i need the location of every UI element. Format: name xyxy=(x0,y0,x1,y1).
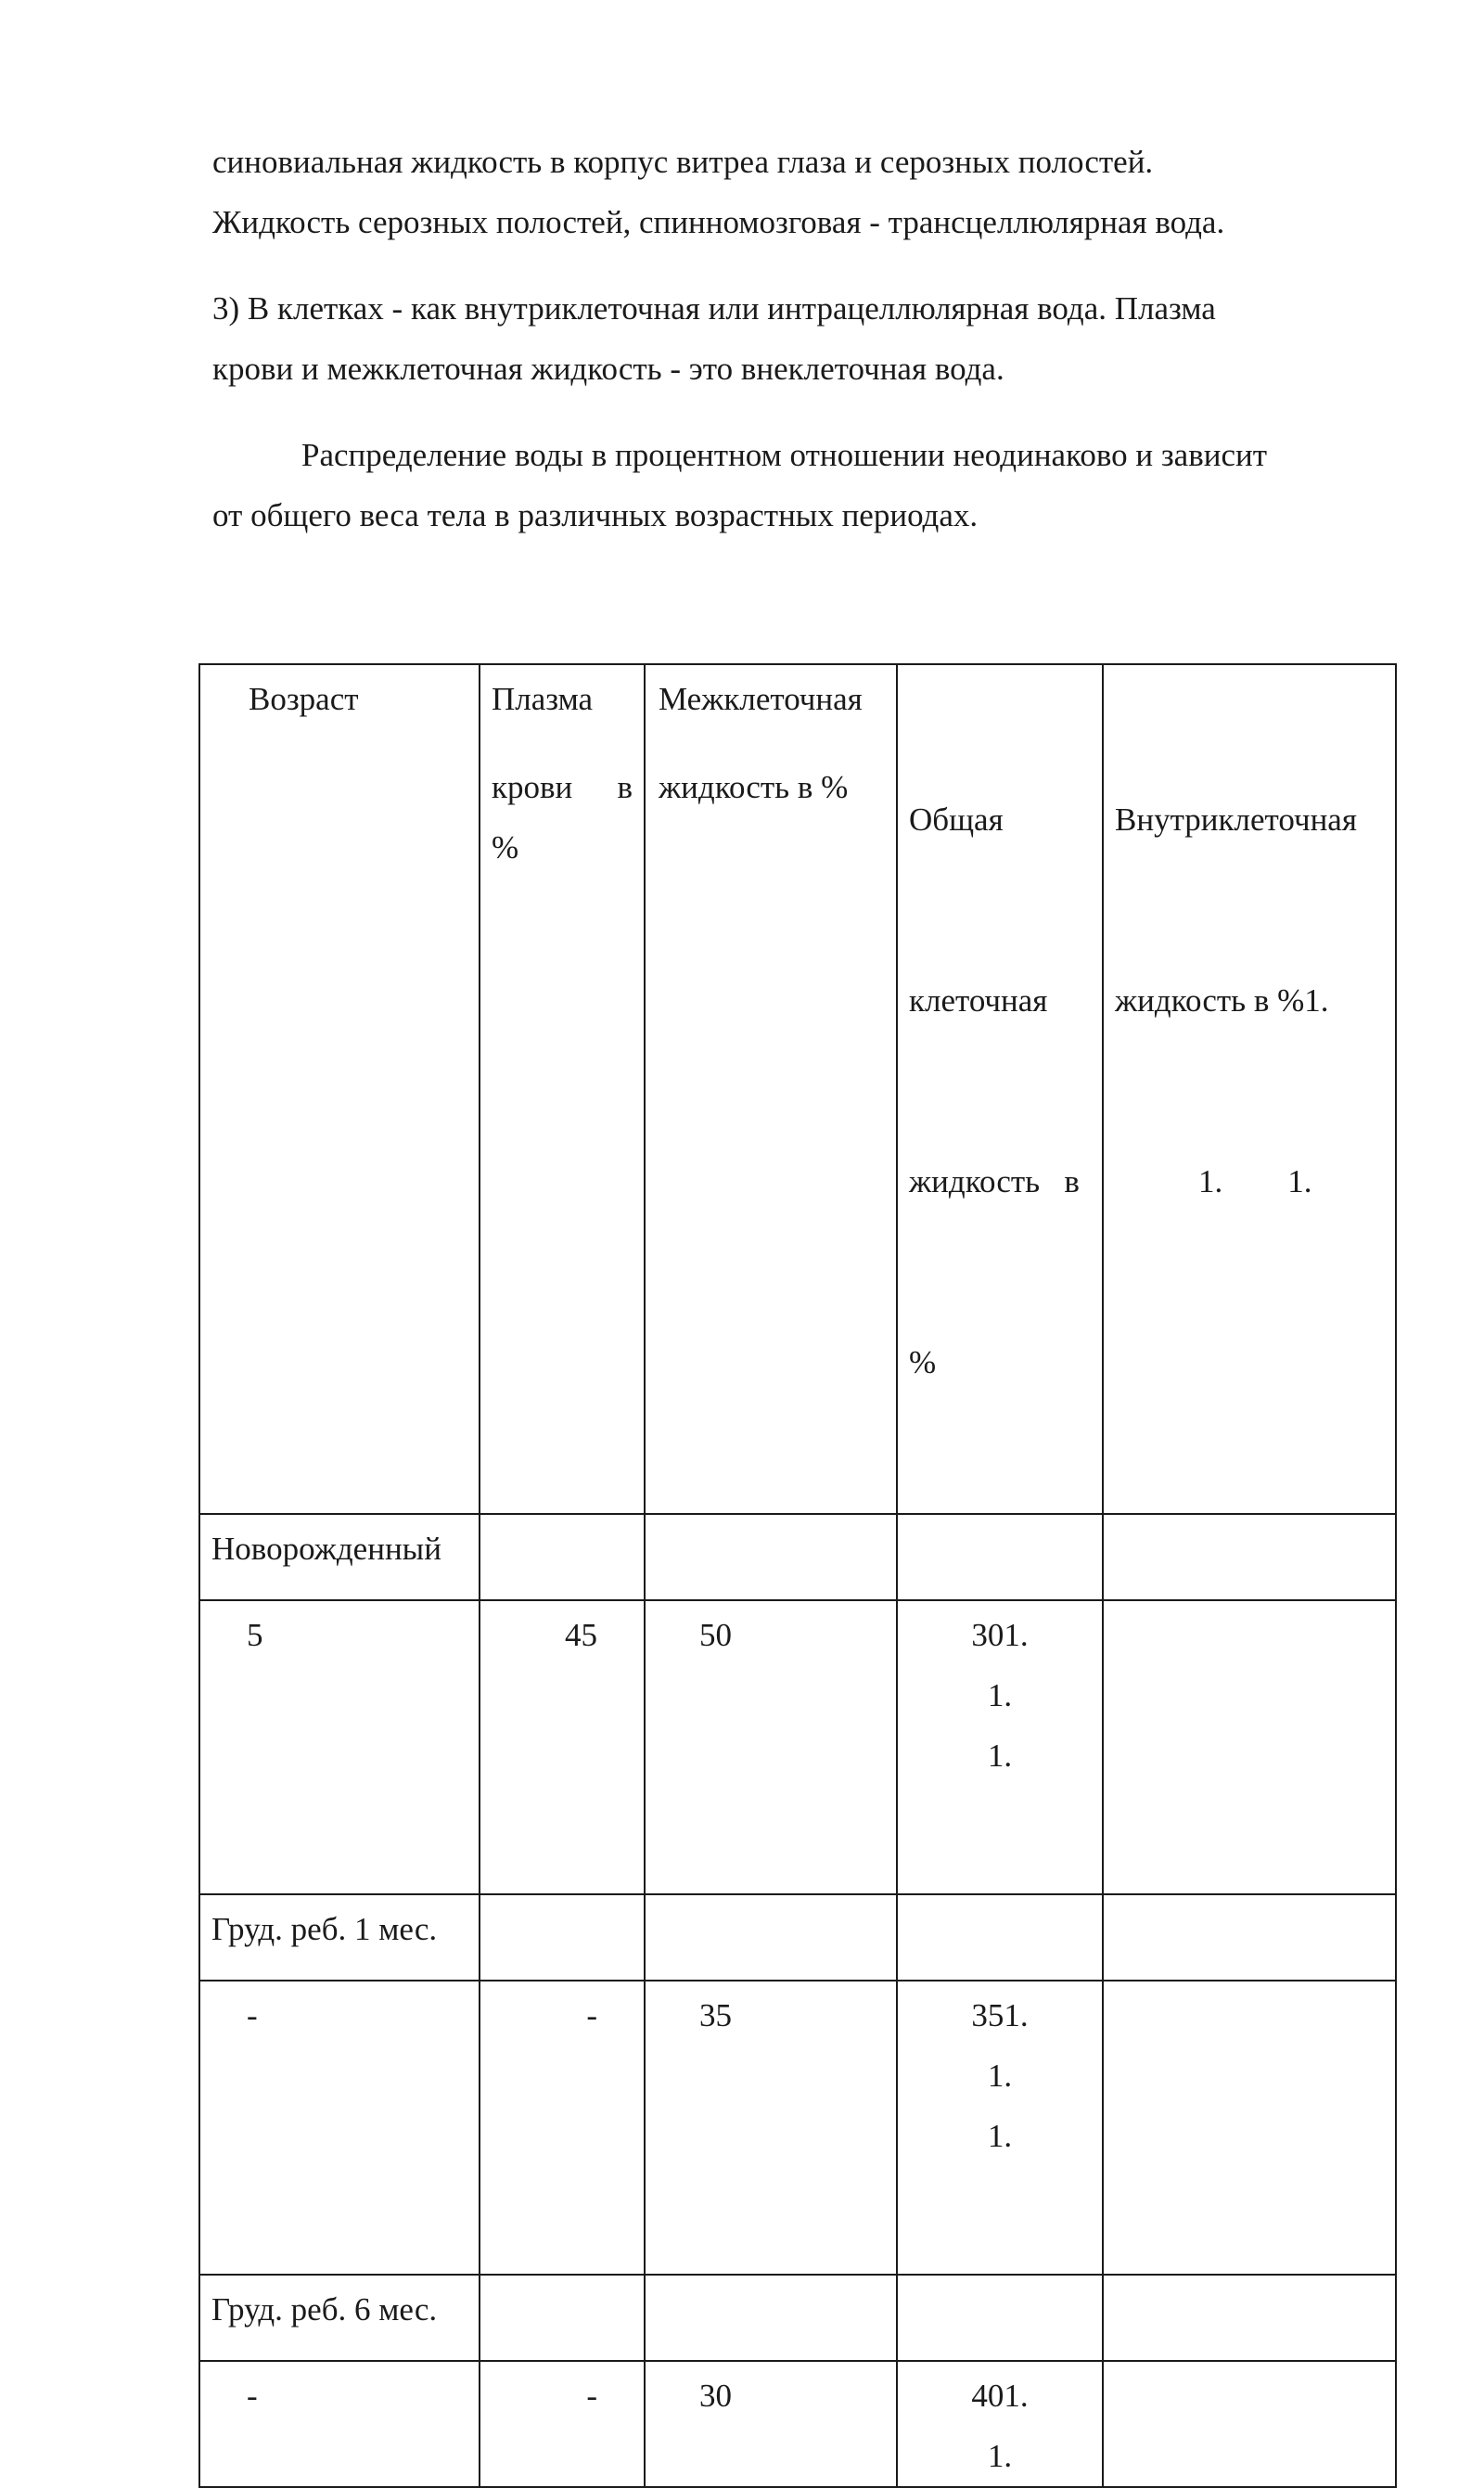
header-plasma xyxy=(480,664,645,1514)
paragraph-line: Жидкость серозных полостей, спинномозговая - трансцеллюлярная вода. xyxy=(212,204,1225,240)
paragraph-line: синовиальная жидкость в корпус витреа глаза и серозных полостей. xyxy=(212,144,1154,180)
table-header-row xyxy=(199,664,1396,1514)
empty-cell xyxy=(645,2275,897,2361)
paragraph-line: Распределение воды в процентном отношении неодинаково и зависит xyxy=(301,437,1268,473)
empty-cell xyxy=(897,1514,1103,1600)
empty-cell xyxy=(480,2275,645,2361)
row-label: Новорожденный xyxy=(211,1531,441,1567)
plasma-value: 45 xyxy=(565,1617,597,1653)
intercellular-value-cell xyxy=(645,1981,897,2275)
row-label: Груд. реб. 6 мес. xyxy=(211,2291,438,2328)
table-row xyxy=(199,1514,1396,1600)
header-plasma-word: в xyxy=(617,769,633,805)
plasma-value: - xyxy=(586,2378,597,2414)
cellular-value-cell xyxy=(897,2361,1103,2487)
intercellular-value: 50 xyxy=(699,1617,732,1653)
age-value: - xyxy=(247,1997,258,2033)
header-cellular xyxy=(897,664,1103,1514)
age-value-cell xyxy=(199,2361,480,2487)
age-value: 5 xyxy=(247,1617,263,1653)
empty-cell xyxy=(645,1894,897,1981)
header-cellular-line: клеточная xyxy=(909,982,1048,1019)
empty-cell xyxy=(897,2275,1103,2361)
empty-cell xyxy=(480,1514,645,1600)
intercellular-value-cell xyxy=(645,2361,897,2487)
plasma-value-cell xyxy=(480,1981,645,2275)
empty-cell xyxy=(897,1894,1103,1981)
empty-cell xyxy=(1103,1514,1396,1600)
age-value: - xyxy=(247,2378,258,2414)
cellular-value: 1. xyxy=(987,2438,1013,2474)
header-intercellular-line: Межклеточная xyxy=(659,681,863,717)
cellular-value: 301. xyxy=(971,1617,1029,1653)
table-row xyxy=(199,2275,1396,2361)
water-distribution-table xyxy=(198,663,1397,2488)
paragraph-transcellular-water xyxy=(212,132,1372,252)
intercellular-value: 30 xyxy=(699,2378,732,2414)
paragraph-intracellular-water xyxy=(212,278,1372,399)
empty-cell xyxy=(1103,1600,1396,1894)
empty-cell xyxy=(1103,2361,1396,2487)
header-cellular-line: % xyxy=(909,1344,937,1380)
empty-cell xyxy=(1103,2275,1396,2361)
row-label-cell xyxy=(199,2275,480,2361)
header-intracellular-line: жидкость в %1. xyxy=(1115,982,1329,1019)
header-intracellular xyxy=(1103,664,1396,1514)
header-age-label: Возраст xyxy=(249,681,359,717)
intercellular-value: 35 xyxy=(699,1997,732,2033)
header-plasma-line: % xyxy=(492,829,519,866)
header-cellular-line: Общая xyxy=(909,802,1004,838)
row-label-cell xyxy=(199,1514,480,1600)
plasma-value: - xyxy=(586,1997,597,2033)
intercellular-value-cell xyxy=(645,1600,897,1894)
empty-cell xyxy=(645,1514,897,1600)
paragraph-water-distribution xyxy=(212,425,1372,545)
table-row xyxy=(199,2361,1396,2487)
cellular-value: 401. xyxy=(971,2378,1029,2414)
header-plasma-word: крови xyxy=(492,769,573,805)
header-cellular-line: жидкость в xyxy=(909,1163,1080,1199)
table-row xyxy=(199,1981,1396,2275)
table-row xyxy=(199,1894,1396,1981)
age-value-cell xyxy=(199,1600,480,1894)
header-intercellular-line: жидкость в % xyxy=(659,769,849,805)
cellular-value: 1. xyxy=(987,2118,1013,2154)
plasma-value-cell xyxy=(480,1600,645,1894)
row-label-cell xyxy=(199,1894,480,1981)
paragraph-line: крови и межклеточная жидкость - это внеклеточная вода. xyxy=(212,351,1004,387)
empty-cell xyxy=(1103,1894,1396,1981)
header-intracellular-line: Внутриклеточная xyxy=(1115,802,1357,838)
empty-cell xyxy=(1103,1981,1396,2275)
cellular-value: 1. xyxy=(987,1738,1013,1774)
age-value-cell xyxy=(199,1981,480,2275)
cellular-value-cell xyxy=(897,1600,1103,1894)
paragraph-line: от общего веса тела в различных возрастных периодах. xyxy=(212,497,979,533)
paragraph-line: 3) В клетках - как внутриклеточная или интрацеллюлярная вода. Плазма xyxy=(212,290,1216,327)
header-plasma-line xyxy=(492,757,633,817)
cellular-value: 1. xyxy=(987,2058,1013,2094)
cellular-value: 1. xyxy=(987,1677,1013,1713)
row-label: Груд. реб. 1 мес. xyxy=(211,1911,438,1947)
header-intercellular xyxy=(645,664,897,1514)
plasma-value-cell xyxy=(480,2361,645,2487)
empty-cell xyxy=(480,1894,645,1981)
header-plasma-line: Плазма xyxy=(492,681,594,717)
header-intracellular-line: 1. 1. xyxy=(1198,1163,1312,1199)
cellular-value-cell xyxy=(897,1981,1103,2275)
table-row xyxy=(199,1600,1396,1894)
header-age xyxy=(199,664,480,1514)
cellular-value: 351. xyxy=(971,1997,1029,2033)
